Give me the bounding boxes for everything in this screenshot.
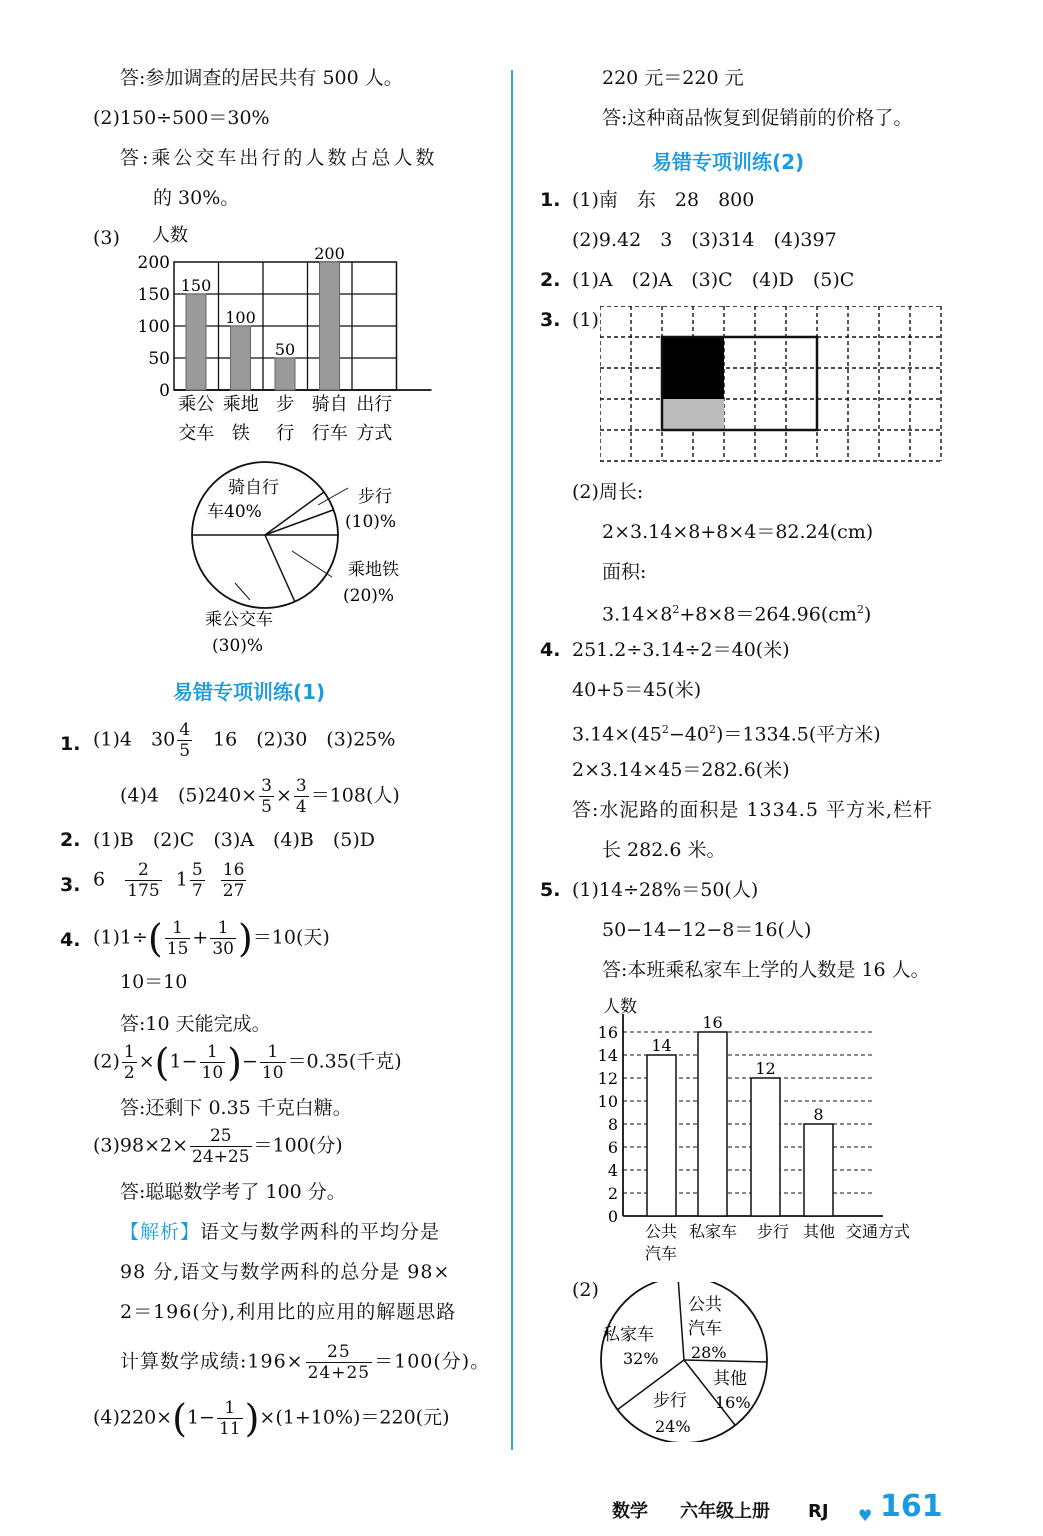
answer-line: 长 282.6 米。: [602, 839, 726, 861]
calc-line: [602, 598, 871, 626]
answer-line: [93, 720, 395, 761]
y-tick-label: 100: [137, 317, 170, 337]
bar-value-label: 16: [702, 1013, 723, 1032]
question-number: 3.: [540, 309, 561, 331]
section-heading: 易错专项训练(2): [652, 150, 805, 174]
text: (1)4 30: [93, 728, 176, 751]
text: 1: [175, 868, 188, 891]
pie-chart-transport: [595, 1282, 780, 1442]
pie-label: 24%: [655, 1417, 691, 1436]
x-category-label: 私家车: [688, 1222, 738, 1241]
bar: [698, 1032, 727, 1216]
answer-line: (4)220×(1− $\frac{1}{11}$ )×(1+10%)＝220(元): [93, 1396, 450, 1441]
x-category-label: 汽车: [644, 1244, 678, 1263]
text: (1)1÷: [93, 926, 148, 949]
bar: [751, 1078, 780, 1216]
pie-label: (30)%: [212, 636, 264, 656]
question-number: 4.: [540, 639, 561, 661]
pie-chart-travel: [180, 455, 440, 665]
fraction: $\frac{2}{175}$: [127, 860, 160, 901]
superscript: 2: [672, 603, 680, 616]
fraction: $\frac{1}{2}$: [123, 1042, 135, 1083]
y-axis-label: 人数: [603, 997, 637, 1017]
calc-line: 251.2÷3.14÷2＝40(米): [572, 639, 790, 661]
calc-line: 40+5＝45(米): [572, 679, 702, 701]
fraction: $\frac{25}{24+25}$: [307, 1342, 371, 1383]
superscript: 2: [661, 723, 669, 736]
x-category-label: 行: [276, 423, 295, 444]
x-category-label: 步: [276, 394, 295, 415]
pie-label: 公共: [688, 1295, 722, 1315]
page-number: 161: [880, 1489, 943, 1524]
y-tick-label: 14: [597, 1046, 618, 1065]
text: (2): [93, 1050, 120, 1073]
analysis-tag: 【解析】: [120, 1221, 201, 1243]
y-axis-label: 人数: [152, 225, 188, 246]
pie-label: 车40%: [207, 502, 262, 522]
y-tick-label: 8: [607, 1115, 618, 1134]
text: ＝108(人): [310, 784, 400, 807]
x-category-label: 方式: [356, 423, 393, 444]
calc-line: 220 元＝220 元: [602, 67, 744, 89]
bar-value-label: 100: [225, 308, 256, 327]
text: 3.14×8: [602, 603, 673, 626]
text: ×(1+10%)＝220(元): [259, 1406, 450, 1429]
x-category-label: 交通方式: [845, 1222, 911, 1241]
pie-label: 汽车: [688, 1319, 722, 1339]
column-divider: [511, 70, 513, 1450]
text: +8×8＝264.96(cm: [679, 603, 857, 626]
answer-line: 答:这种商品恢复到促销前的价格了。: [602, 107, 913, 129]
analysis-line: [120, 1342, 490, 1383]
sub-question-label: (1): [572, 309, 599, 331]
bar: [231, 326, 251, 390]
calc-line: 50−14−12−8＝16(人): [602, 919, 812, 941]
pie-label: 28%: [691, 1343, 727, 1362]
analysis-line: 98 分,语文与数学两科的总分是 98×: [120, 1261, 451, 1283]
text: 16 (2)30 (3)25%: [194, 728, 396, 751]
answer-line: (2) $\frac{1}{2}$ ×(1− $\frac{1}{10}$ )− $\frac{1}{10}$ ＝0.35(千克): [93, 1040, 402, 1085]
text: ＝100(分)。: [374, 1350, 491, 1373]
y-tick-label: 50: [148, 349, 170, 369]
answer-line: 答:聪聪数学考了 100 分。: [120, 1181, 346, 1203]
question-number: 2.: [540, 269, 561, 291]
footer-edition: RJ: [808, 1501, 829, 1522]
y-tick-label: 0: [159, 381, 170, 401]
y-tick-label: 0: [607, 1207, 618, 1226]
superscript: 2: [708, 723, 716, 736]
footer-subject: 数学: [612, 1501, 648, 1522]
y-tick-label: 10: [597, 1092, 618, 1111]
fraction: $\frac{1}{15}$: [166, 918, 189, 959]
answer-line: 答:参加调查的居民共有 500 人。: [120, 67, 403, 89]
question-number: 5.: [540, 879, 561, 901]
bar: [804, 1124, 833, 1216]
bar-value-label: 14: [651, 1036, 672, 1055]
x-category-label: 乘地: [222, 394, 259, 415]
sub-question-label: (2)周长:: [572, 481, 644, 503]
analysis-line: [120, 1220, 440, 1244]
pie-label: 乘公交车: [205, 610, 273, 630]
text: 3.14×(45: [572, 723, 662, 746]
fraction: $\frac{3}{5}$: [261, 776, 272, 817]
x-category-label: 出行: [356, 394, 393, 415]
answer-line: 答:10 天能完成。: [120, 1013, 271, 1035]
text: +: [192, 926, 209, 949]
shaded-square: [662, 337, 724, 399]
analysis-line: 2＝196(分),利用比的应用的解题思路: [120, 1301, 457, 1323]
answer-line: (1)A (2)A (3)C (4)D (5)C: [572, 269, 855, 291]
question-number: 4.: [60, 929, 81, 951]
section-heading: 易错专项训练(1): [173, 680, 326, 704]
y-tick-label: 2: [607, 1184, 618, 1203]
grid-figure: [600, 306, 945, 466]
question-number: 1.: [60, 733, 81, 755]
text: ×: [275, 784, 292, 807]
question-number: 2.: [60, 829, 81, 851]
bar-value-label: 8: [813, 1105, 824, 1124]
bar-value-label: 12: [755, 1059, 776, 1078]
text: ): [863, 603, 872, 626]
answer-line: 答:水泥路的面积是 1334.5 平方米,栏杆: [572, 799, 934, 821]
answer-line: (1)南 东 28 800: [572, 189, 755, 211]
answer-line: 答:本班乘私家车上学的人数是 16 人。: [602, 959, 930, 981]
answer-line: (1)B (2)C (3)A (4)B (5)D: [93, 829, 375, 851]
y-tick-label: 4: [607, 1161, 618, 1180]
y-tick-label: 12: [597, 1069, 618, 1088]
x-category-label: 其他: [802, 1222, 836, 1241]
y-tick-label: 6: [607, 1138, 618, 1157]
y-tick-label: 16: [597, 1023, 618, 1042]
answer-line: [93, 860, 248, 901]
text: (4)220×: [93, 1406, 173, 1429]
pie-label: 私家车: [603, 1325, 654, 1345]
text: 计算数学成绩:196×: [120, 1350, 304, 1373]
pie-label: 32%: [623, 1349, 659, 1368]
y-tick-label: 150: [137, 285, 170, 305]
answer-line: 答:还剩下 0.35 千克白糖。: [120, 1097, 352, 1119]
answer-line: (2)9.42 3 (3)314 (4)397: [572, 229, 837, 251]
pie-label: 16%: [715, 1393, 751, 1412]
answer-line: [120, 776, 400, 817]
text: −: [241, 1050, 258, 1073]
calc-line: (2)150÷500＝30%: [93, 107, 270, 129]
text: (4)4 (5)240×: [120, 784, 258, 807]
text: )＝1334.5(平方米): [715, 723, 881, 746]
text: ×: [138, 1050, 155, 1073]
bar-chart-transport: [585, 992, 925, 1267]
bar-value-label: 150: [180, 276, 212, 295]
y-tick-label: 200: [137, 253, 170, 273]
fraction: $\frac{25}{24+25}$: [192, 1126, 250, 1167]
pie-label: 乘地铁: [348, 560, 399, 580]
answer-line: [93, 1126, 343, 1167]
x-category-label: 行车: [311, 423, 348, 444]
answer-line: 的 30%。: [153, 187, 240, 209]
fraction: $\frac{1}{11}$: [218, 1398, 241, 1439]
superscript: 2: [856, 603, 864, 616]
fraction: $\frac{1}{30}$: [212, 918, 234, 959]
x-category-label: 步行: [756, 1222, 790, 1241]
x-category-label: 公共: [644, 1222, 678, 1241]
heart-icon: ♥: [858, 1506, 873, 1525]
text: 6: [93, 868, 106, 891]
x-category-label: 铁: [231, 423, 250, 444]
bar: [320, 262, 340, 390]
question-number: 1.: [540, 189, 561, 211]
calc-line: 10＝10: [120, 971, 188, 993]
calc-line: (1)14÷28%＝50(人): [572, 879, 759, 901]
text: 语文与数学两科的平均分是: [200, 1221, 441, 1243]
bar-value-label: 50: [274, 340, 296, 359]
answer-line: 答:乘公交车出行的人数占总人数: [120, 147, 438, 169]
answer-line: (1)1÷( $\frac{1}{15}$ + $\frac{1}{30}$ )＝10(天): [93, 916, 330, 961]
bar-chart-travel: [130, 222, 440, 447]
fraction: $\frac{16}{27}$: [222, 860, 245, 901]
question-number: 3.: [60, 874, 81, 896]
fraction: $\frac{1}{10}$: [261, 1042, 284, 1083]
text: 1−: [169, 1050, 198, 1073]
text: ＝0.35(千克): [287, 1050, 402, 1073]
fraction: $\frac{5}{7}$: [191, 860, 203, 901]
sub-question-label: (2): [572, 1279, 599, 1301]
pie-label: 步行: [358, 487, 392, 507]
text: 1−: [186, 1406, 215, 1429]
footer-grade: 六年级上册: [680, 1501, 770, 1522]
pie-label: 其他: [713, 1369, 747, 1389]
pie-label: 骑自行: [228, 478, 279, 498]
calc-line: [572, 718, 881, 746]
pie-label: (20)%: [343, 586, 395, 606]
x-category-label: 骑自: [311, 394, 348, 415]
text: ＝100(分): [253, 1134, 343, 1157]
calc-line: 2×3.14×45＝282.6(米): [572, 759, 790, 781]
text: ＝10(天): [252, 926, 330, 949]
pie-label: (10)%: [345, 512, 397, 532]
text: (3)98×2×: [93, 1134, 189, 1157]
pie-label: 步行: [653, 1391, 687, 1411]
bar-value-label: 200: [314, 244, 345, 263]
fraction: $\frac{1}{10}$: [201, 1042, 224, 1083]
x-category-label: 交车: [178, 423, 215, 444]
calc-line: 2×3.14×8+8×4＝82.24(cm): [602, 521, 874, 543]
x-category-label: 乘公: [178, 394, 215, 415]
text: −40: [668, 723, 709, 746]
light-shaded-rect: [662, 399, 724, 429]
bar: [186, 294, 206, 390]
bar: [275, 358, 295, 390]
fraction: $\frac{4}{5}$: [179, 720, 191, 761]
sub-question-label: (3): [93, 227, 120, 249]
calc-label: 面积:: [602, 561, 647, 583]
bar: [647, 1055, 676, 1216]
fraction: $\frac{3}{4}$: [295, 776, 307, 817]
